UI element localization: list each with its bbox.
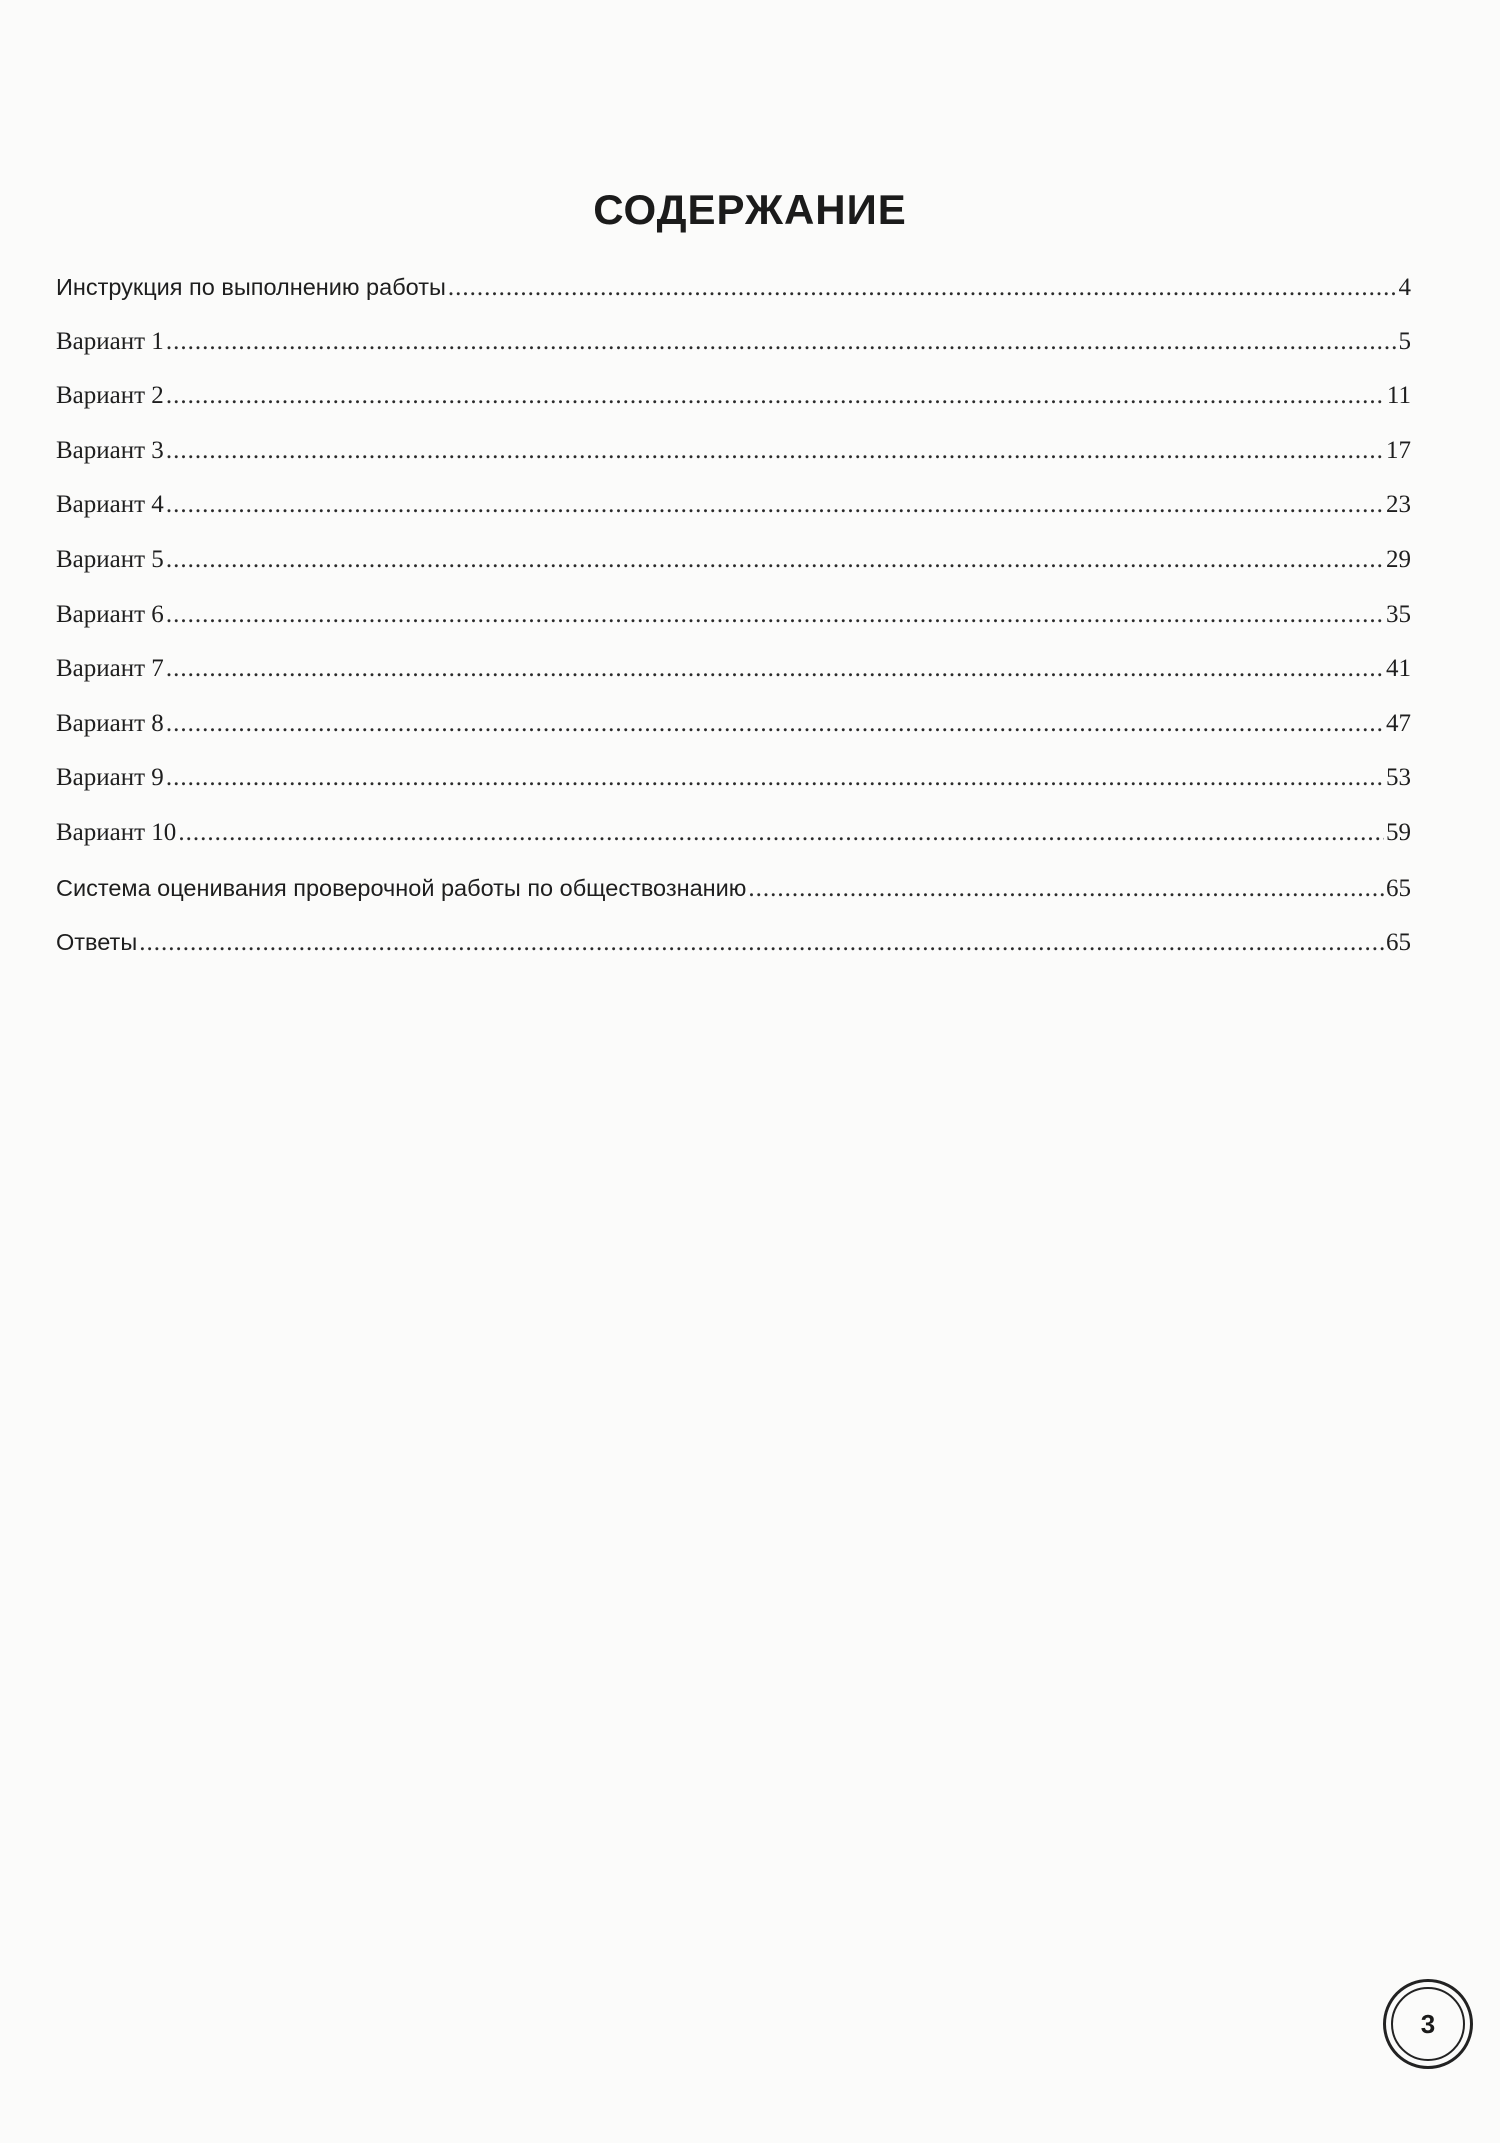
toc-leader-dots <box>748 874 1384 904</box>
toc-item-page: 11 <box>1386 382 1411 410</box>
toc-leader-dots <box>166 709 1384 739</box>
toc-item-label: Система оценивания проверочной работы по обществознанию <box>56 874 747 901</box>
toc-item-grading-system <box>56 873 1411 928</box>
toc-item-variant-4 <box>56 490 1411 545</box>
table-of-contents <box>56 272 1411 982</box>
toc-item-instructions <box>56 272 1411 327</box>
toc-leader-dots <box>166 327 1397 357</box>
toc-item-page: 35 <box>1386 600 1411 628</box>
toc-item-variant-3 <box>56 436 1411 491</box>
toc-item-label: Вариант 7 <box>56 655 164 683</box>
toc-item-page: 65 <box>1386 929 1411 957</box>
toc-leader-dots <box>166 545 1384 575</box>
toc-item-label: Инструкция по выполнению работы <box>56 274 446 300</box>
toc-item-label: Вариант 8 <box>56 709 164 737</box>
toc-item-label: Вариант 9 <box>56 764 164 792</box>
toc-item-variant-5 <box>56 545 1411 600</box>
toc-item-page: 53 <box>1386 764 1411 792</box>
toc-leader-dots <box>166 490 1384 520</box>
toc-leader-dots <box>166 654 1384 684</box>
toc-item-variant-2 <box>56 381 1411 436</box>
toc-item-label: Вариант 1 <box>56 327 164 355</box>
toc-item-label: Вариант 2 <box>56 382 164 410</box>
toc-item-label: Ответы <box>56 929 138 956</box>
toc-leader-dots <box>448 273 1397 303</box>
toc-item-page: 4 <box>1398 274 1411 301</box>
toc-item-page: 41 <box>1386 655 1411 683</box>
toc-item-label: Вариант 4 <box>56 491 164 519</box>
toc-leader-dots <box>178 818 1384 848</box>
toc-item-variant-8 <box>56 709 1411 764</box>
toc-item-variant-6 <box>56 600 1411 655</box>
toc-item-variant-1 <box>56 327 1411 382</box>
toc-item-variant-10 <box>56 818 1411 873</box>
toc-item-page: 59 <box>1386 818 1411 846</box>
toc-item-page: 23 <box>1386 491 1411 519</box>
toc-item-label: Вариант 3 <box>56 436 164 464</box>
toc-item-label: Вариант 5 <box>56 545 164 573</box>
toc-leader-dots <box>166 381 1385 411</box>
toc-leader-dots <box>166 600 1384 630</box>
page-number: 3 <box>1391 1987 1465 2061</box>
toc-item-page: 47 <box>1386 709 1411 737</box>
toc-item-answers <box>56 927 1411 982</box>
toc-item-page: 17 <box>1386 436 1411 464</box>
toc-item-variant-7 <box>56 654 1411 709</box>
toc-leader-dots <box>166 436 1384 466</box>
toc-item-page: 65 <box>1386 874 1411 902</box>
page-number-badge <box>1383 1979 1473 2069</box>
toc-leader-dots <box>166 763 1384 793</box>
toc-item-page: 5 <box>1398 327 1411 355</box>
page-title: СОДЕРЖАНИЕ <box>593 186 907 234</box>
toc-item-label: Вариант 10 <box>56 818 177 846</box>
toc-item-variant-9 <box>56 763 1411 818</box>
toc-item-page: 29 <box>1386 545 1411 573</box>
toc-item-label: Вариант 6 <box>56 600 164 628</box>
toc-leader-dots <box>139 928 1384 958</box>
